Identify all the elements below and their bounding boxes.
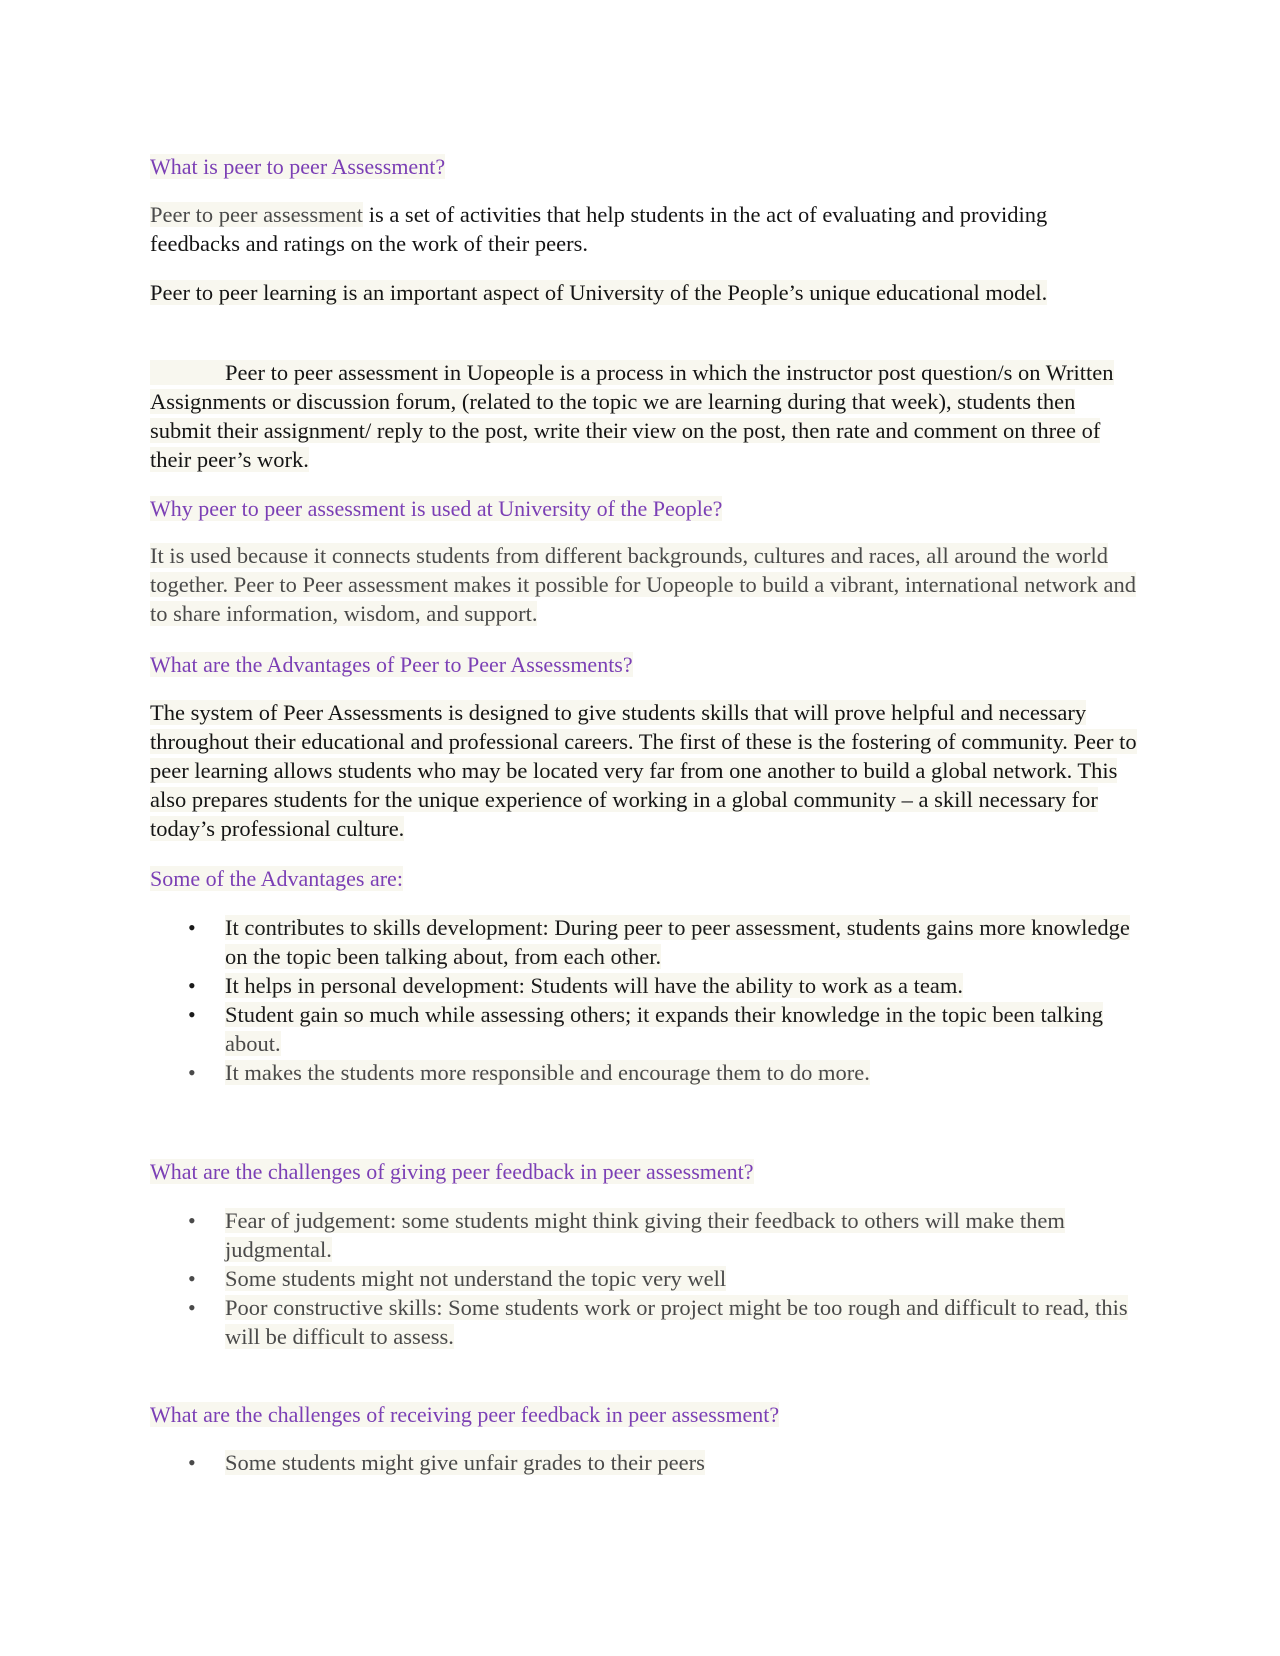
paragraph-process: Peer to peer assessment in Uopeople is a process in which the instructor post question/s on Written Assignments or discussion forum, (related to the topic we are learning during that week), students then submit their assignment/ reply to the post, write their view on the post, then rate and comment on three of their peer’s work. <box>150 360 1114 472</box>
list-item: • It helps in personal development: Students will have the ability to work as a team. <box>188 973 963 998</box>
list-item: • It makes the students more responsible and encourage them to do more. <box>188 1060 870 1085</box>
paragraph-definition: Peer to peer assessment is a set of activities that help students in the act of evaluating and providing feedbacks and ratings on the work of their peers. <box>150 202 1048 256</box>
list-item: • Student gain so much while assessing others; it expands their knowledge in the topic been talking about. <box>188 1002 1103 1056</box>
list-item: • Some students might not understand the topic very well <box>188 1266 727 1291</box>
giving-challenges-list <box>150 1206 1140 1351</box>
paragraph-learning-aspect: Peer to peer learning is an important aspect of University of the People’s unique educational model. <box>150 280 1048 305</box>
bullet-icon: • <box>188 973 196 998</box>
heading-advantages: What are the Advantages of Peer to Peer Assessments? <box>150 652 633 677</box>
heading-receiving-challenges: What are the challenges of receiving peer feedback in peer assessment? <box>150 1402 780 1427</box>
heading-what-is-peer-assessment: What is peer to peer Assessment? <box>150 154 446 179</box>
paragraph-why-used: It is used because it connects students from different backgrounds, cultures and races, all around the world together. Peer to Peer assessment makes it possible for Uopeople to build a vibrant, international network and to share information, wisdom, and support. <box>150 543 1137 626</box>
bullet-icon: • <box>188 1002 196 1027</box>
bullet-icon: • <box>188 1266 196 1291</box>
receiving-challenges-list <box>150 1448 1140 1477</box>
advantages-list <box>150 913 1140 1087</box>
bullet-icon: • <box>188 1450 196 1475</box>
list-item: • It contributes to skills development: During peer to peer assessment, students gains more knowledge on the topic been talking about, from each other. <box>188 915 1130 969</box>
bullet-icon: • <box>188 1208 196 1233</box>
bullet-icon: • <box>188 1295 196 1320</box>
heading-giving-challenges: What are the challenges of giving peer feedback in peer assessment? <box>150 1159 754 1184</box>
heading-some-advantages: Some of the Advantages are: <box>150 866 403 891</box>
list-item: • Poor constructive skills: Some students work or project might be too rough and difficult to read, this will be difficult to assess. <box>188 1295 1128 1349</box>
bullet-icon: • <box>188 915 196 940</box>
list-item: • Fear of judgement: some students might think giving their feedback to others will make them judgmental. <box>188 1208 1065 1262</box>
bullet-icon: • <box>188 1060 196 1085</box>
paragraph-advantages: The system of Peer Assessments is designed to give students skills that will prove helpful and necessary throughout their educational and professional careers. The first of these is the fostering of community. Peer to peer learning allows students who may be located very far from one another to build a global network. This also prepares students for the unique experience of working in a global community – a skill necessary for today’s professional culture. <box>150 700 1137 841</box>
list-item: • Some students might give unfair grades to their peers <box>188 1450 705 1475</box>
heading-why-used: Why peer to peer assessment is used at University of the People? <box>150 496 723 521</box>
